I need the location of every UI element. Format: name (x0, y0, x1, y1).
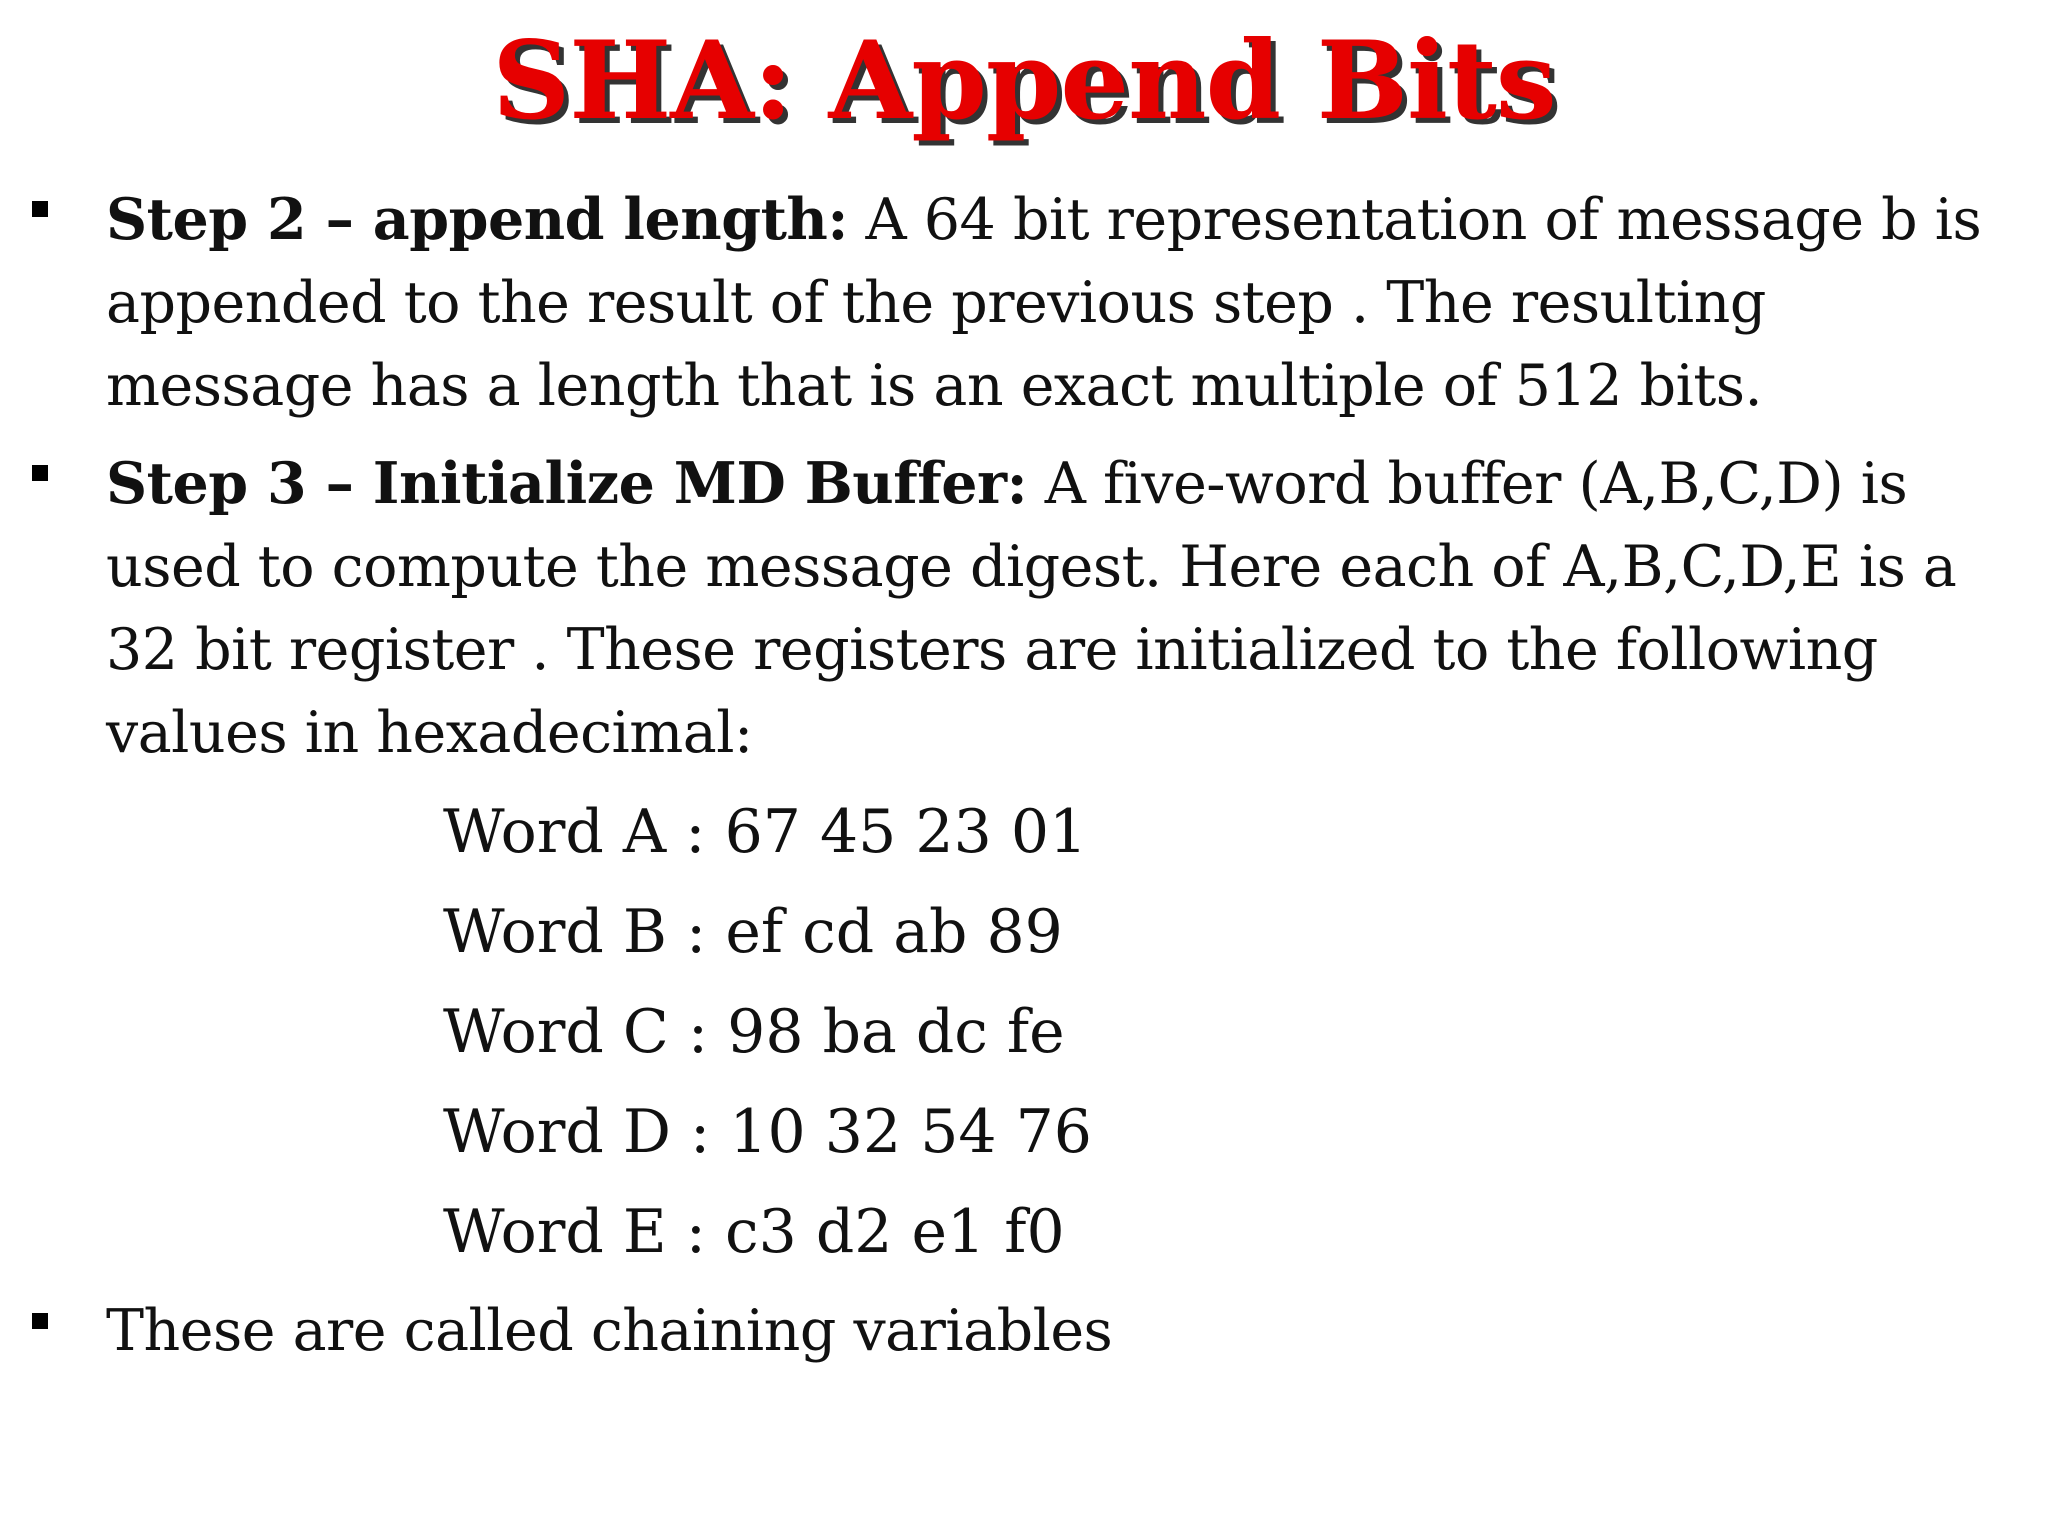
bullet-square-icon (32, 201, 48, 217)
word-e-value: Word E : c3 d2 e1 f0 (443, 1197, 1065, 1267)
bullet-body: These are called chaining variables (106, 1298, 1113, 1364)
word-b-value: Word B : ef cd ab 89 (443, 897, 1063, 967)
bullet-body: A five-word buffer (A,B,C,D) is used to compute the message digest. Here each of A,B,C,D,E is a 32 bit register . These registers are initialized to the following values in hexadecimal: (106, 451, 1957, 766)
bullet-text (106, 1290, 2026, 1373)
word-c-value: Word C : 98 ba dc fe (443, 997, 1065, 1067)
bullet-square-icon (32, 465, 48, 481)
register-values-list (443, 782, 1092, 1282)
bullet-text (106, 178, 2026, 428)
bullet-text (106, 442, 2026, 775)
bullet-heading: Step 3 – Initialize MD Buffer: (106, 450, 1028, 517)
word-a-value: Word A : 67 45 23 01 (443, 797, 1088, 867)
bullet-heading: Step 2 – append length: (106, 186, 848, 253)
slide-title: SHA: Append Bits (492, 18, 1556, 144)
bullet-body: A 64 bit representation of message b is appended to the result of the previous step . The resulting message has a length that is an exact multiple of 512 bits. (106, 187, 1982, 419)
word-d-value: Word D : 10 32 54 76 (443, 1097, 1092, 1167)
bullet-square-icon (32, 1313, 48, 1329)
